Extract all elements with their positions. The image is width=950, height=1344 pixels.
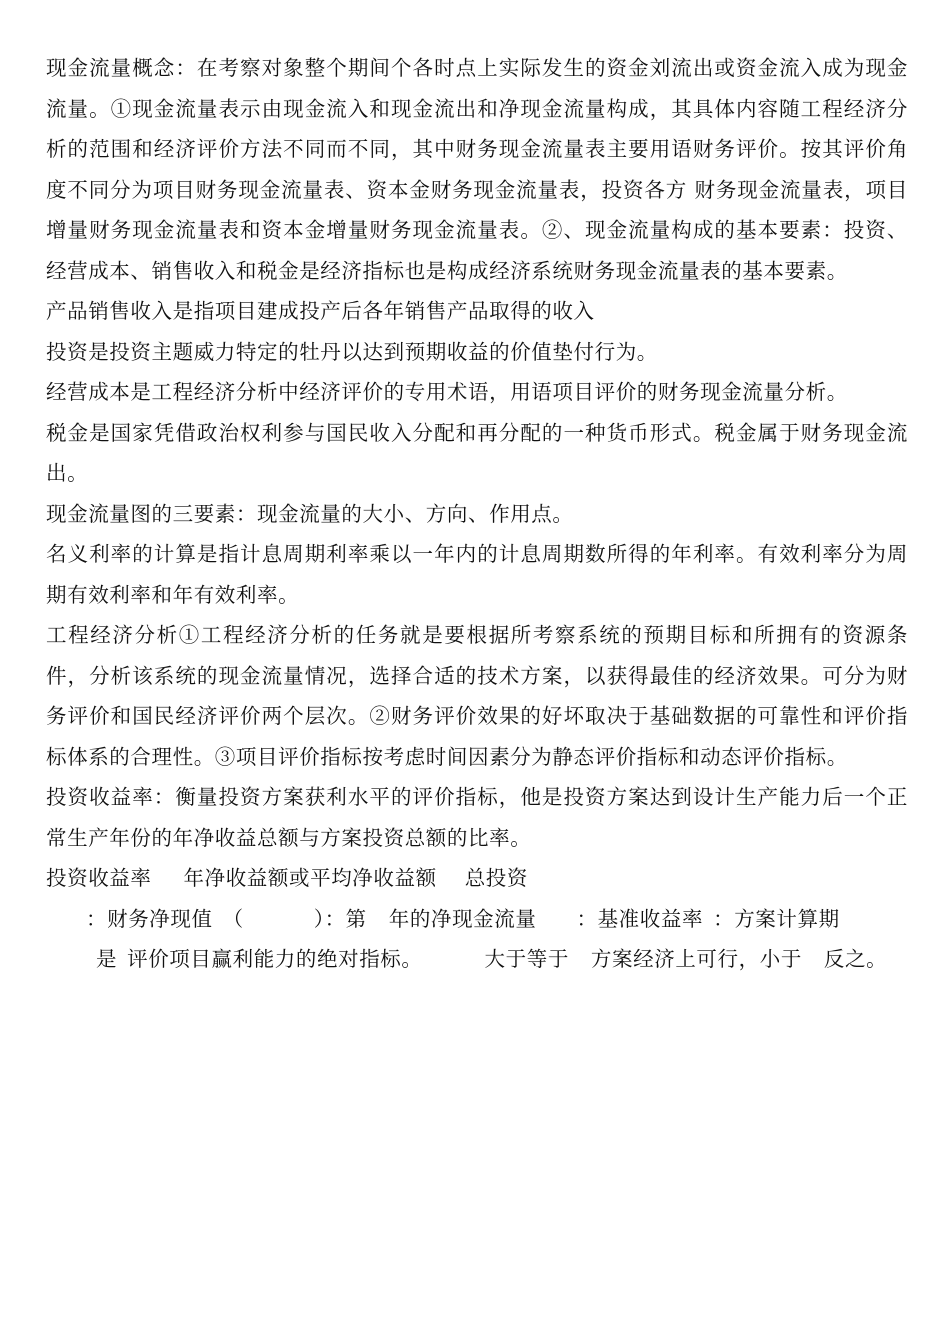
paragraph-operating-cost: 经营成本是工程经济分析中经济评价的专用术语，用语项目评价的财务现金流量分析。 <box>46 380 848 404</box>
npv-eval-otherwise: 反之。 <box>823 947 888 971</box>
paragraph-engineering-economics: 工程经济分析①工程经济分析的任务就是要根据所考察系统的预期目标和所拥有的资源条件，分析该系统的现金流量情况，选择合适的技术方案，以获得最佳的经济效果。可分为财务评价和国民经济评价两个层次。②财务评价效果的好坏取决于基础数据的可靠性和评价指标体系的合理性。③项目评价指标按考虑时间因素分为静态评价指标和动态评价指标。 <box>46 623 908 769</box>
paragraph-investment: 投资是投资主题威力特定的牡丹以达到预期收益的价值垫付行为。 <box>46 339 658 364</box>
npv-def-period: ：方案计算期 <box>713 906 840 931</box>
formula-term-roi: 投资收益率 <box>46 866 152 890</box>
npv-eval-absolute-indicator: 评价项目赢利能力的绝对指标。 <box>127 947 423 971</box>
paragraph-nominal-interest: 名义利率的计算是指计息周期利率乘以一年内的计息周期数所得的年利率。有效利率分为周期有效利率和年有效利率。 <box>46 542 908 607</box>
paragraph-cash-flow-concept: 现金流量概念：在考察对象整个期间个各时点上实际发生的资金刘流出或资金流入成为现金流量。①现金流量表示由现金流入和现金流出和净现金流量构成，其具体内容随工程经济分析的范围和经济评价方法不同而不同，其中财务现金流量表主要用语财务评价。按其评价角度不同分为项目财务现金流量表、资本金财务现金流量表，投资各方 财务现金流量表，项目增量财务现金流量表和资本金增量财务现金流量表。②、现金流量构成的基本要素：投资、经营成本、销售收入和税金是经济指标也是构成经济系统财务现金流量表的基本要素。 <box>46 56 908 283</box>
npv-def-net-cash-flow: 年的净现金流量 <box>388 906 537 931</box>
npv-def-fnpv: ：财务净现值 <box>86 906 213 931</box>
npv-eval-feasible: 方案经济上可行，小于 <box>590 947 802 971</box>
paragraph-return-on-investment: 投资收益率：衡量投资方案获利水平的评价指标，他是投资方案达到设计生产能力后一个正常生产年份的年净收益总额与方案投资总额的比率。 <box>46 785 908 850</box>
npv-eval-is: 是 <box>96 947 118 971</box>
paragraph-tax: 税金是国家凭借政治权利参与国民收入分配和再分配的一种货币形式。税金属于财务现金流出。 <box>46 420 908 485</box>
formula-term-net-income: 年净收益额或平均净收益额 <box>183 866 437 890</box>
npv-def-paren-open: （ <box>222 906 244 931</box>
paragraph-cash-flow-diagram: 现金流量图的三要素：现金流量的大小、方向、作用点。 <box>46 501 574 526</box>
npv-eval-ge: 大于等于 <box>484 947 569 971</box>
npv-definitions <box>46 899 908 940</box>
npv-evaluation <box>46 939 908 980</box>
document-page <box>46 48 908 980</box>
paragraph-sales-revenue: 产品销售收入是指项目建成投产后各年销售产品取得的收入 <box>46 299 595 323</box>
npv-def-discount-rate: ：基准收益率 <box>576 906 704 931</box>
formula-term-total-investment: 总投资 <box>464 866 529 890</box>
roi-formula <box>46 858 908 899</box>
npv-def-year: ）：第 <box>313 906 367 931</box>
